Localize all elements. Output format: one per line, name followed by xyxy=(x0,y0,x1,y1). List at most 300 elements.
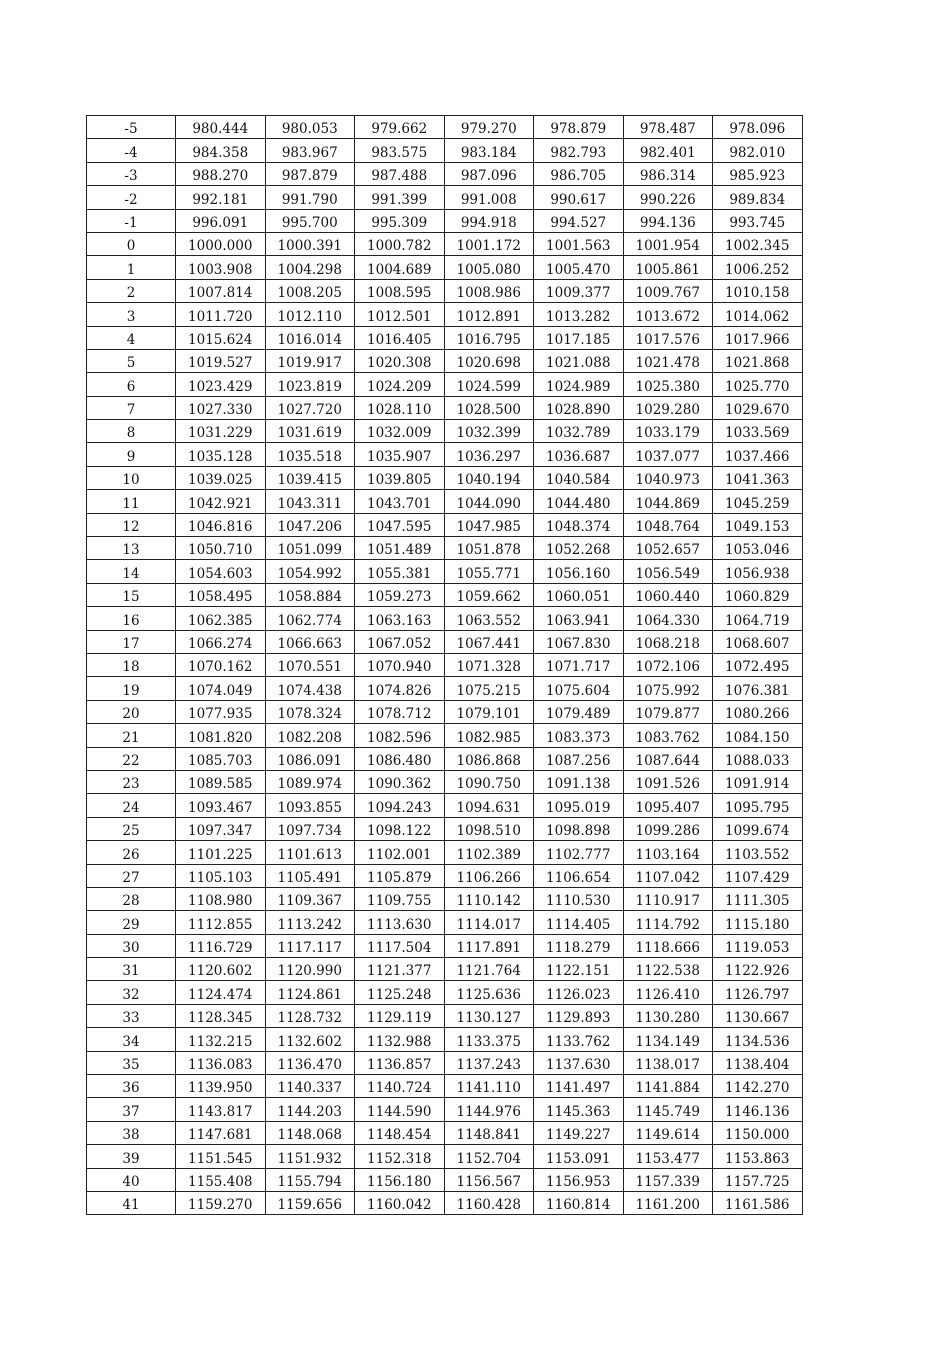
table-cell: 1155.794 xyxy=(265,1168,355,1191)
table-cell: 1020.308 xyxy=(355,349,445,372)
table-cell: 1054.992 xyxy=(265,560,355,583)
row-index-cell: 32 xyxy=(87,981,176,1004)
row-index-cell: 12 xyxy=(87,513,176,536)
table-cell: 1054.603 xyxy=(176,560,266,583)
row-index-cell: -4 xyxy=(87,139,176,162)
table-cell: 1106.266 xyxy=(444,864,534,887)
table-cell: 1066.274 xyxy=(176,630,266,653)
table-row xyxy=(87,677,803,700)
table-cell: 1107.429 xyxy=(713,864,803,887)
table-cell: 1153.863 xyxy=(713,1145,803,1168)
table-row xyxy=(87,232,803,255)
table-cell: 1117.117 xyxy=(265,934,355,957)
table-cell: 1033.179 xyxy=(623,420,713,443)
table-row xyxy=(87,373,803,396)
table-cell: 1032.009 xyxy=(355,420,445,443)
row-index-cell: -5 xyxy=(87,116,176,139)
table-row xyxy=(87,349,803,372)
table-cell: 1046.816 xyxy=(176,513,266,536)
table-cell: 1082.985 xyxy=(444,724,534,747)
table-cell: 1105.879 xyxy=(355,864,445,887)
table-row xyxy=(87,186,803,209)
table-cell: 1079.489 xyxy=(534,700,624,723)
table-row xyxy=(87,700,803,723)
table-cell: 1103.552 xyxy=(713,841,803,864)
table-cell: 1021.478 xyxy=(623,349,713,372)
table-row xyxy=(87,841,803,864)
table-cell: 1009.377 xyxy=(534,279,624,302)
row-index-cell: -2 xyxy=(87,186,176,209)
table-cell: 1068.218 xyxy=(623,630,713,653)
table-row xyxy=(87,583,803,606)
table-cell: 1091.138 xyxy=(534,770,624,793)
table-cell: 1124.861 xyxy=(265,981,355,1004)
table-row xyxy=(87,279,803,302)
table-row xyxy=(87,1098,803,1121)
table-cell: 1015.624 xyxy=(176,326,266,349)
table-cell: 1009.767 xyxy=(623,279,713,302)
table-cell: 1109.755 xyxy=(355,887,445,910)
table-cell: 1140.337 xyxy=(265,1075,355,1098)
row-index-cell: 31 xyxy=(87,958,176,981)
row-index-cell: 9 xyxy=(87,443,176,466)
table-cell: 987.488 xyxy=(355,162,445,185)
table-cell: 1075.215 xyxy=(444,677,534,700)
table-cell: 1051.489 xyxy=(355,537,445,560)
row-index-cell: 5 xyxy=(87,349,176,372)
table-cell: 1029.670 xyxy=(713,396,803,419)
row-index-cell: 21 xyxy=(87,724,176,747)
row-index-cell: 24 xyxy=(87,794,176,817)
table-cell: 1074.049 xyxy=(176,677,266,700)
table-cell: 1105.491 xyxy=(265,864,355,887)
table-cell: 1000.391 xyxy=(265,232,355,255)
table-cell: 990.226 xyxy=(623,186,713,209)
table-cell: 979.270 xyxy=(444,116,534,139)
table-cell: 1043.701 xyxy=(355,490,445,513)
table-cell: 1106.654 xyxy=(534,864,624,887)
table-cell: 1017.185 xyxy=(534,326,624,349)
table-cell: 1043.311 xyxy=(265,490,355,513)
table-cell: 1078.324 xyxy=(265,700,355,723)
table-cell: 990.617 xyxy=(534,186,624,209)
table-cell: 1161.586 xyxy=(713,1191,803,1214)
table-cell: 1067.052 xyxy=(355,630,445,653)
row-index-cell: 28 xyxy=(87,887,176,910)
table-cell: 1110.530 xyxy=(534,887,624,910)
table-cell: 1056.938 xyxy=(713,560,803,583)
table-cell: 1048.374 xyxy=(534,513,624,536)
row-index-cell: 4 xyxy=(87,326,176,349)
table-cell: 1117.891 xyxy=(444,934,534,957)
table-cell: 1008.205 xyxy=(265,279,355,302)
table-cell: 1006.252 xyxy=(713,256,803,279)
table-cell: 1035.907 xyxy=(355,443,445,466)
table-row xyxy=(87,607,803,630)
row-index-cell: 6 xyxy=(87,373,176,396)
table-cell: 1101.225 xyxy=(176,841,266,864)
table-cell: 1037.466 xyxy=(713,443,803,466)
table-cell: 1032.789 xyxy=(534,420,624,443)
table-cell: 1055.771 xyxy=(444,560,534,583)
table-row xyxy=(87,1191,803,1214)
table-cell: 1005.470 xyxy=(534,256,624,279)
table-cell: 1064.719 xyxy=(713,607,803,630)
table-cell: 1012.501 xyxy=(355,303,445,326)
table-cell: 1017.576 xyxy=(623,326,713,349)
table-cell: 1075.992 xyxy=(623,677,713,700)
table-cell: 1040.194 xyxy=(444,466,534,489)
table-cell: 1141.497 xyxy=(534,1075,624,1098)
table-cell: 1059.662 xyxy=(444,583,534,606)
table-cell: 1160.042 xyxy=(355,1191,445,1214)
table-cell: 1053.046 xyxy=(713,537,803,560)
table-row xyxy=(87,958,803,981)
table-cell: 1021.868 xyxy=(713,349,803,372)
row-index-cell: 22 xyxy=(87,747,176,770)
row-index-cell: 35 xyxy=(87,1051,176,1074)
table-cell: 1138.017 xyxy=(623,1051,713,1074)
table-cell: 1090.362 xyxy=(355,770,445,793)
table-cell: 1125.636 xyxy=(444,981,534,1004)
table-cell: 1130.667 xyxy=(713,1004,803,1027)
table-cell: 1101.613 xyxy=(265,841,355,864)
table-cell: 1037.077 xyxy=(623,443,713,466)
table-row xyxy=(87,1168,803,1191)
table-cell: 994.136 xyxy=(623,209,713,232)
table-cell: 1136.083 xyxy=(176,1051,266,1074)
table-row xyxy=(87,162,803,185)
row-index-cell: 18 xyxy=(87,653,176,676)
table-cell: 1151.932 xyxy=(265,1145,355,1168)
table-cell: 1039.805 xyxy=(355,466,445,489)
table-cell: 1108.980 xyxy=(176,887,266,910)
table-cell: 1078.712 xyxy=(355,700,445,723)
table-cell: 1114.017 xyxy=(444,911,534,934)
table-cell: 1020.698 xyxy=(444,349,534,372)
table-cell: 1126.797 xyxy=(713,981,803,1004)
row-index-cell: 39 xyxy=(87,1145,176,1168)
table-cell: 1063.163 xyxy=(355,607,445,630)
table-cell: 1147.681 xyxy=(176,1121,266,1144)
table-cell: 982.010 xyxy=(713,139,803,162)
table-cell: 1156.180 xyxy=(355,1168,445,1191)
table-cell: 1113.242 xyxy=(265,911,355,934)
table-cell: 1056.549 xyxy=(623,560,713,583)
table-cell: 1004.689 xyxy=(355,256,445,279)
table-cell: 1111.305 xyxy=(713,887,803,910)
table-cell: 1052.268 xyxy=(534,537,624,560)
table-cell: 1144.203 xyxy=(265,1098,355,1121)
table-cell: 1103.164 xyxy=(623,841,713,864)
table-row xyxy=(87,256,803,279)
table-cell: 1086.480 xyxy=(355,747,445,770)
table-cell: 1142.270 xyxy=(713,1075,803,1098)
row-index-cell: 29 xyxy=(87,911,176,934)
table-row xyxy=(87,490,803,513)
table-cell: 1086.091 xyxy=(265,747,355,770)
table-row xyxy=(87,1004,803,1027)
table-row xyxy=(87,1145,803,1168)
table-cell: 982.793 xyxy=(534,139,624,162)
table-cell: 1098.122 xyxy=(355,817,445,840)
table-body xyxy=(87,116,803,1215)
table-cell: 1136.470 xyxy=(265,1051,355,1074)
table-cell: 1039.025 xyxy=(176,466,266,489)
table-cell: 1001.954 xyxy=(623,232,713,255)
table-cell: 1070.551 xyxy=(265,653,355,676)
row-index-cell: 41 xyxy=(87,1191,176,1214)
table-cell: 1041.363 xyxy=(713,466,803,489)
table-cell: 987.879 xyxy=(265,162,355,185)
table-cell: 993.745 xyxy=(713,209,803,232)
table-cell: 1090.750 xyxy=(444,770,534,793)
table-cell: 1095.019 xyxy=(534,794,624,817)
table-row xyxy=(87,116,803,139)
table-cell: 1024.209 xyxy=(355,373,445,396)
row-index-cell: -3 xyxy=(87,162,176,185)
table-cell: 984.358 xyxy=(176,139,266,162)
table-row xyxy=(87,209,803,232)
table-cell: 1060.829 xyxy=(713,583,803,606)
table-cell: 1151.545 xyxy=(176,1145,266,1168)
table-cell: 1029.280 xyxy=(623,396,713,419)
table-cell: 1067.830 xyxy=(534,630,624,653)
row-index-cell: 1 xyxy=(87,256,176,279)
table-cell: 1049.153 xyxy=(713,513,803,536)
row-index-cell: 27 xyxy=(87,864,176,887)
table-cell: 1068.607 xyxy=(713,630,803,653)
table-cell: 1076.381 xyxy=(713,677,803,700)
table-cell: 978.096 xyxy=(713,116,803,139)
table-cell: 1149.614 xyxy=(623,1121,713,1144)
table-cell: 1130.280 xyxy=(623,1004,713,1027)
table-cell: 1036.297 xyxy=(444,443,534,466)
table-cell: 1088.033 xyxy=(713,747,803,770)
table-cell: 995.309 xyxy=(355,209,445,232)
row-index-cell: 20 xyxy=(87,700,176,723)
table-cell: 1072.495 xyxy=(713,653,803,676)
table-cell: 1087.644 xyxy=(623,747,713,770)
table-cell: 1091.526 xyxy=(623,770,713,793)
table-cell: 1079.101 xyxy=(444,700,534,723)
table-cell: 978.879 xyxy=(534,116,624,139)
table-cell: 1116.729 xyxy=(176,934,266,957)
table-cell: 1153.091 xyxy=(534,1145,624,1168)
table-cell: 1119.053 xyxy=(713,934,803,957)
table-cell: 1122.926 xyxy=(713,958,803,981)
table-cell: 978.487 xyxy=(623,116,713,139)
table-cell: 1091.914 xyxy=(713,770,803,793)
table-cell: 1128.345 xyxy=(176,1004,266,1027)
table-cell: 1120.602 xyxy=(176,958,266,981)
row-index-cell: 38 xyxy=(87,1121,176,1144)
row-index-cell: 25 xyxy=(87,817,176,840)
row-index-cell: 0 xyxy=(87,232,176,255)
table-cell: 987.096 xyxy=(444,162,534,185)
table-cell: 1031.619 xyxy=(265,420,355,443)
table-cell: 991.790 xyxy=(265,186,355,209)
table-cell: 1012.891 xyxy=(444,303,534,326)
table-row xyxy=(87,747,803,770)
table-cell: 1079.877 xyxy=(623,700,713,723)
table-cell: 1012.110 xyxy=(265,303,355,326)
table-cell: 1016.795 xyxy=(444,326,534,349)
row-index-cell: 34 xyxy=(87,1028,176,1051)
table-row xyxy=(87,466,803,489)
table-cell: 992.181 xyxy=(176,186,266,209)
table-cell: 1118.279 xyxy=(534,934,624,957)
table-cell: 1134.536 xyxy=(713,1028,803,1051)
table-row xyxy=(87,1121,803,1144)
table-cell: 1035.518 xyxy=(265,443,355,466)
table-cell: 1023.819 xyxy=(265,373,355,396)
table-cell: 1121.764 xyxy=(444,958,534,981)
table-cell: 1140.724 xyxy=(355,1075,445,1098)
table-cell: 1021.088 xyxy=(534,349,624,372)
table-cell: 1027.720 xyxy=(265,396,355,419)
table-cell: 1052.657 xyxy=(623,537,713,560)
table-cell: 1102.001 xyxy=(355,841,445,864)
table-cell: 1153.477 xyxy=(623,1145,713,1168)
table-cell: 983.575 xyxy=(355,139,445,162)
table-row xyxy=(87,1075,803,1098)
table-cell: 1000.782 xyxy=(355,232,445,255)
table-cell: 1160.428 xyxy=(444,1191,534,1214)
table-cell: 1117.504 xyxy=(355,934,445,957)
table-cell: 1086.868 xyxy=(444,747,534,770)
table-cell: 1137.243 xyxy=(444,1051,534,1074)
table-cell: 1016.405 xyxy=(355,326,445,349)
table-cell: 1126.023 xyxy=(534,981,624,1004)
table-cell: 1159.656 xyxy=(265,1191,355,1214)
table-cell: 1094.243 xyxy=(355,794,445,817)
table-cell: 1089.974 xyxy=(265,770,355,793)
table-row xyxy=(87,326,803,349)
table-row xyxy=(87,887,803,910)
table-cell: 980.053 xyxy=(265,116,355,139)
table-cell: 996.091 xyxy=(176,209,266,232)
row-index-cell: 8 xyxy=(87,420,176,443)
table-cell: 1083.373 xyxy=(534,724,624,747)
table-cell: 1066.663 xyxy=(265,630,355,653)
row-index-cell: 40 xyxy=(87,1168,176,1191)
table-cell: 1125.248 xyxy=(355,981,445,1004)
table-cell: 1095.407 xyxy=(623,794,713,817)
table-cell: 1110.142 xyxy=(444,887,534,910)
table-cell: 1058.495 xyxy=(176,583,266,606)
table-cell: 1004.298 xyxy=(265,256,355,279)
row-index-cell: 13 xyxy=(87,537,176,560)
table-cell: 1044.869 xyxy=(623,490,713,513)
table-cell: 1122.151 xyxy=(534,958,624,981)
table-cell: 1001.172 xyxy=(444,232,534,255)
table-cell: 1093.855 xyxy=(265,794,355,817)
table-cell: 994.527 xyxy=(534,209,624,232)
table-row xyxy=(87,864,803,887)
table-cell: 1040.584 xyxy=(534,466,624,489)
table-cell: 1150.000 xyxy=(713,1121,803,1144)
table-cell: 988.270 xyxy=(176,162,266,185)
table-cell: 1055.381 xyxy=(355,560,445,583)
table-cell: 1081.820 xyxy=(176,724,266,747)
table-cell: 1000.000 xyxy=(176,232,266,255)
table-cell: 1113.630 xyxy=(355,911,445,934)
table-cell: 983.184 xyxy=(444,139,534,162)
table-cell: 1109.367 xyxy=(265,887,355,910)
table-cell: 1044.480 xyxy=(534,490,624,513)
table-row xyxy=(87,653,803,676)
table-cell: 991.008 xyxy=(444,186,534,209)
table-cell: 1097.347 xyxy=(176,817,266,840)
table-cell: 1062.385 xyxy=(176,607,266,630)
table-cell: 1071.328 xyxy=(444,653,534,676)
table-cell: 1010.158 xyxy=(713,279,803,302)
table-cell: 1028.110 xyxy=(355,396,445,419)
row-index-cell: 16 xyxy=(87,607,176,630)
row-index-cell: 17 xyxy=(87,630,176,653)
data-table xyxy=(86,115,803,1215)
table-row xyxy=(87,420,803,443)
table-cell: 989.834 xyxy=(713,186,803,209)
table-cell: 1138.404 xyxy=(713,1051,803,1074)
table-cell: 1059.273 xyxy=(355,583,445,606)
table-cell: 1145.749 xyxy=(623,1098,713,1121)
row-index-cell: -1 xyxy=(87,209,176,232)
table-cell: 1016.014 xyxy=(265,326,355,349)
table-cell: 1024.599 xyxy=(444,373,534,396)
table-cell: 1062.774 xyxy=(265,607,355,630)
table-cell: 1080.266 xyxy=(713,700,803,723)
table-cell: 983.967 xyxy=(265,139,355,162)
table-cell: 1139.950 xyxy=(176,1075,266,1098)
table-cell: 991.399 xyxy=(355,186,445,209)
table-cell: 1002.345 xyxy=(713,232,803,255)
table-cell: 1149.227 xyxy=(534,1121,624,1144)
table-cell: 1044.090 xyxy=(444,490,534,513)
table-row xyxy=(87,513,803,536)
table-cell: 1031.229 xyxy=(176,420,266,443)
row-index-cell: 10 xyxy=(87,466,176,489)
table-cell: 1160.814 xyxy=(534,1191,624,1214)
table-cell: 985.923 xyxy=(713,162,803,185)
table-cell: 1074.826 xyxy=(355,677,445,700)
table-row xyxy=(87,443,803,466)
row-index-cell: 11 xyxy=(87,490,176,513)
table-cell: 1143.817 xyxy=(176,1098,266,1121)
table-cell: 1098.510 xyxy=(444,817,534,840)
table-cell: 1005.080 xyxy=(444,256,534,279)
table-cell: 1025.380 xyxy=(623,373,713,396)
table-container xyxy=(86,115,803,1215)
row-index-cell: 15 xyxy=(87,583,176,606)
table-cell: 1132.602 xyxy=(265,1028,355,1051)
table-cell: 1133.762 xyxy=(534,1028,624,1051)
table-cell: 1095.795 xyxy=(713,794,803,817)
table-cell: 979.662 xyxy=(355,116,445,139)
table-cell: 1064.330 xyxy=(623,607,713,630)
table-row xyxy=(87,981,803,1004)
table-cell: 1157.725 xyxy=(713,1168,803,1191)
table-cell: 1082.596 xyxy=(355,724,445,747)
table-row xyxy=(87,911,803,934)
row-index-cell: 37 xyxy=(87,1098,176,1121)
row-index-cell: 3 xyxy=(87,303,176,326)
table-cell: 982.401 xyxy=(623,139,713,162)
table-row xyxy=(87,139,803,162)
table-cell: 1082.208 xyxy=(265,724,355,747)
table-cell: 994.918 xyxy=(444,209,534,232)
